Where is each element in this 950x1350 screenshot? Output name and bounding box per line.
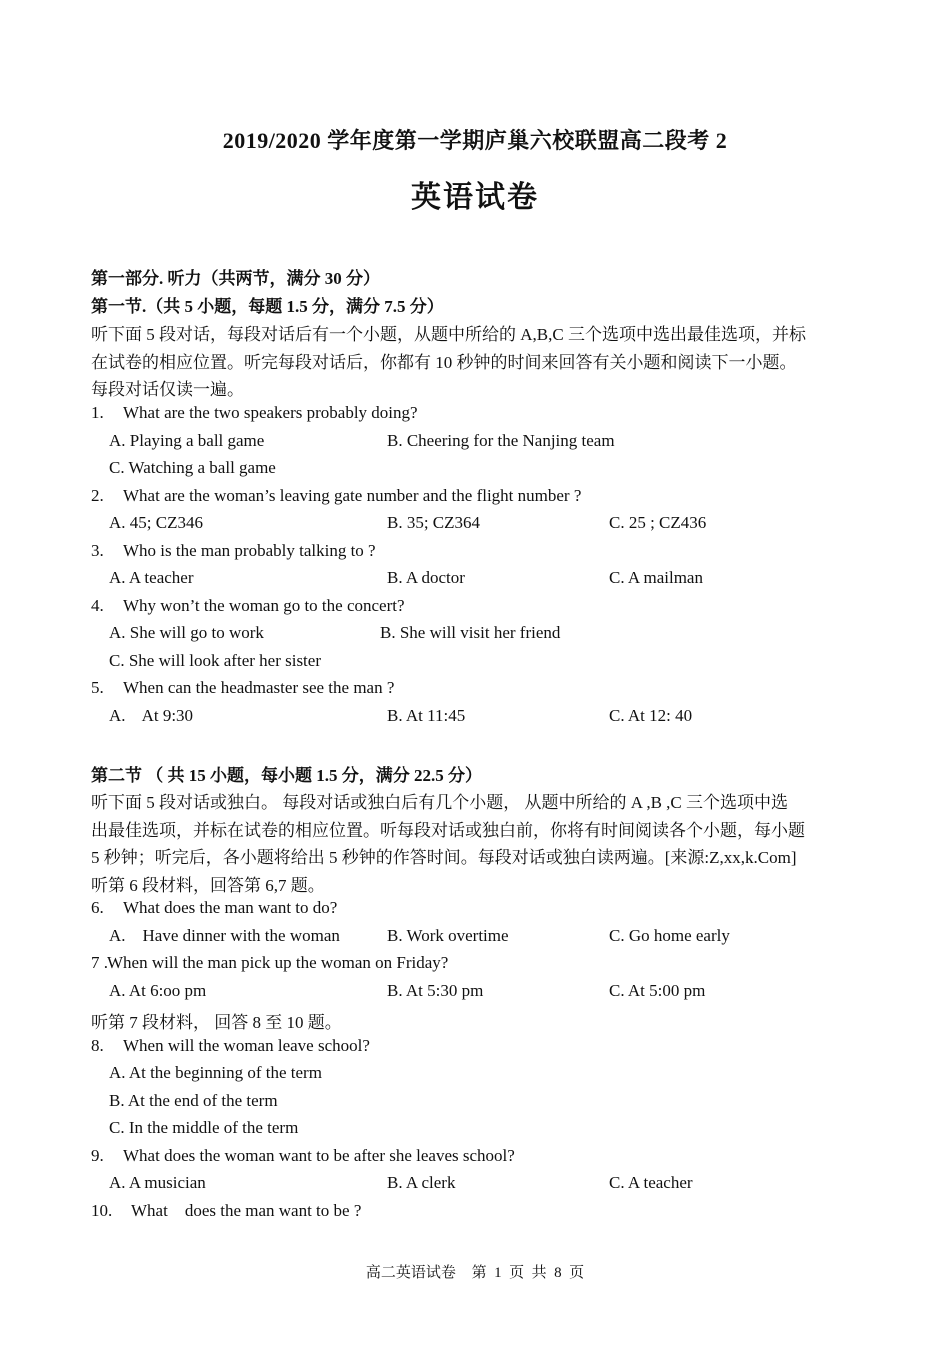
- question-5-option-a: A. At 9:30: [109, 706, 194, 725]
- section2-instruction-line2: 出最佳选项，并标在试卷的相应位置。听每段对话或独白前，你将有时间阅读各个小题，每小题: [91, 821, 805, 840]
- question-3-option-c: C. A mailman: [609, 568, 703, 587]
- question-2-number: 2.: [91, 486, 104, 505]
- question-7-option-c: C. At 5:00 pm: [609, 981, 706, 1000]
- footer-paper-name: 高二英语试卷: [365, 1265, 456, 1281]
- question-9-option-c: C. A teacher: [609, 1173, 693, 1192]
- question-2-option-c: C. 25 ; CZ436: [609, 513, 707, 532]
- question-6-option-c: C. Go home early: [609, 926, 730, 945]
- exam-subtitle: 英语试卷: [411, 181, 539, 214]
- question-6-option-a: A. Have dinner with the woman: [109, 926, 340, 945]
- footer-page-number: 第 1 页 共 8 页: [471, 1265, 585, 1281]
- question-5-option-b: B. At 11:45: [387, 706, 466, 725]
- section1-instruction-line1: 听下面 5 段对话，每段对话后有一个小题，从题中所给的 A,B,C 三个选项中选出最佳选项，并标: [91, 325, 806, 344]
- question-10-number: 10.: [91, 1201, 113, 1220]
- question-6-text: What does the man want to do?: [123, 898, 338, 917]
- question-3-text: Who is the man probably talking to ?: [123, 541, 376, 560]
- material-6-note: 听第 6 段材料，回答第 6,7 题。: [91, 876, 325, 895]
- question-8-option-b: B. At the end of the term: [109, 1091, 278, 1110]
- question-9-number: 9.: [91, 1146, 104, 1165]
- section2-heading: 第二节 （ 共 15 小题，每小题 1.5 分，满分 22.5 分）: [91, 766, 482, 785]
- question-4-text: Why won’t the woman go to the concert?: [123, 596, 405, 615]
- question-8-number: 8.: [91, 1036, 104, 1055]
- exam-title: 2019/2020 学年度第一学期庐巢六校联盟高二段考 2: [222, 128, 728, 153]
- question-5-number: 5.: [91, 678, 104, 697]
- material-7-note: 听第 7 段材料， 回答 8 至 10 题。: [91, 1013, 342, 1032]
- question-1-option-a: A. Playing a ball game: [109, 431, 265, 450]
- question-3-option-a: A. A teacher: [109, 568, 194, 587]
- question-4-number: 4.: [91, 596, 104, 615]
- section2-instruction-line1: 听下面 5 段对话或独白。 每段对话或独白后有几个小题， 从题中所给的 A ,B ,C 三个选项中选: [91, 793, 789, 812]
- question-4-option-b: B. She will visit her friend: [380, 623, 561, 642]
- question-3-option-b: B. A doctor: [387, 568, 465, 587]
- question-1-option-c: C. Watching a ball game: [109, 458, 276, 477]
- section1-instruction-line3: 每段对话仅读一遍。: [91, 380, 244, 399]
- question-1-number: 1.: [91, 403, 104, 422]
- question-10-text: What does the man want to be ?: [131, 1201, 362, 1220]
- question-2-option-b: B. 35; CZ364: [387, 513, 481, 532]
- question-5-text: When can the headmaster see the man ?: [123, 678, 395, 697]
- question-7-option-a: A. At 6:oo pm: [109, 981, 207, 1000]
- question-1-option-b: B. Cheering for the Nanjing team: [387, 431, 615, 450]
- part1-heading: 第一部分. 听力（共两节，满分 30 分）: [91, 269, 380, 288]
- question-8-option-a: A. At the beginning of the term: [109, 1063, 322, 1082]
- question-9-option-a: A. A musician: [109, 1173, 206, 1192]
- question-9-option-b: B. A clerk: [387, 1173, 456, 1192]
- question-2-text: What are the woman’s leaving gate number and the flight number ?: [123, 486, 582, 505]
- question-9-text: What does the woman want to be after she leaves school?: [123, 1146, 515, 1165]
- question-8-text: When will the woman leave school?: [123, 1036, 370, 1055]
- question-1-text: What are the two speakers probably doing?: [123, 403, 418, 422]
- question-6-option-b: B. Work overtime: [387, 926, 509, 945]
- question-7-option-b: B. At 5:30 pm: [387, 981, 484, 1000]
- question-4-option-a: A. She will go to work: [109, 623, 264, 642]
- question-4-option-c: C. She will look after her sister: [109, 651, 321, 670]
- question-3-number: 3.: [91, 541, 104, 560]
- page-footer: [0, 1261, 950, 1282]
- question-2-option-a: A. 45; CZ346: [109, 513, 203, 532]
- question-6-number: 6.: [91, 898, 104, 917]
- question-5-option-c: C. At 12: 40: [609, 706, 693, 725]
- section2-instruction-line3: 5 秒钟；听完后，各小题将给出 5 秒钟的作答时间。每段对话或独白读两遍。[来源:Z,xx,k.Com]: [91, 848, 797, 867]
- section1-instruction-line2: 在试卷的相应位置。听完每段对话后，你都有 10 秒钟的时间来回答有关小题和阅读下一小题。: [91, 353, 797, 372]
- section1-heading: 第一节.（共 5 小题，每题 1.5 分，满分 7.5 分）: [91, 297, 444, 316]
- question-8-option-c: C. In the middle of the term: [109, 1118, 299, 1137]
- question-7-text: When will the man pick up the woman on Friday?: [107, 953, 449, 972]
- question-7-number: 7 .: [91, 953, 108, 972]
